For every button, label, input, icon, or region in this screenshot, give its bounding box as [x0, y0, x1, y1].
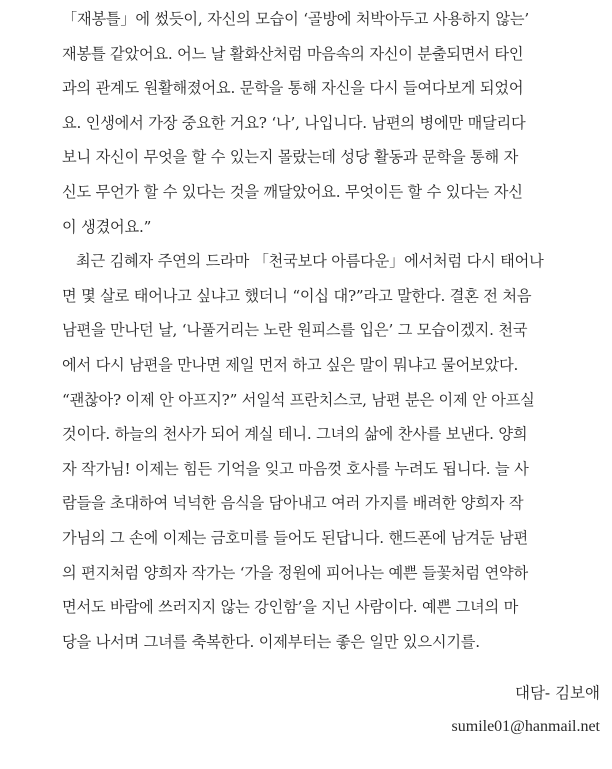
article-line: 남편을 만나던 날, ‘나풀거리는 노란 원피스를 입은’ 그 모습이겠지. 천국	[62, 321, 528, 340]
article-line: 이 생겼어요.”	[62, 217, 152, 236]
article-line: 것이다. 하늘의 천사가 되어 계실 테니. 그녀의 삶에 찬사를 보낸다. 양희	[62, 425, 528, 444]
article-line: 에서 다시 남편을 만나면 제일 먼저 하고 싶은 말이 뭐냐고 물어보았다.	[62, 355, 519, 374]
article-line: 당을 나서며 그녀를 축복한다. 이제부터는 좋은 일만 있으시기를.	[62, 632, 480, 651]
article-line: 람들을 초대하여 넉넉한 음식을 담아내고 여러 가지를 배려한 양희자 작	[62, 494, 524, 513]
article-line: 의 편지처럼 양희자 작가는 ‘가을 정원에 피어나는 예쁜 들꽃처럼 연약하	[62, 563, 528, 582]
article-body	[62, 2, 602, 659]
article-line: 면 몇 살로 태어나고 싶냐고 했더니 “이십 대?”라고 말한다. 결혼 전 처음	[62, 286, 532, 305]
article-line: 신도 무언가 할 수 있다는 것을 깨달았어요. 무엇이든 할 수 있다는 자신	[62, 182, 523, 201]
article-line: 요. 인생에서 가장 중요한 거요? ‘나’, 나입니다. 남편의 병에만 매달리다	[62, 113, 526, 132]
article-line: 가님의 그 손에 이제는 금호미를 들어도 된답니다. 핸드폰에 남겨둔 남편	[62, 528, 528, 547]
article-line: 「재봉틀」에 썼듯이, 자신의 모습이 ‘골방에 처박아두고 사용하지 않는’	[62, 10, 529, 28]
article-line: 재봉틀 같았어요. 어느 날 활화산처럼 마음속의 자신이 분출되면서 타인	[62, 44, 524, 63]
interviewer-name: 대담- 김보애	[514, 684, 600, 702]
article-line: 자 작가님! 이제는 힘든 기억을 잊고 마음껏 호사를 누려도 됩니다. 늘 사	[62, 459, 529, 478]
article-line: 과의 관계도 원활해졌어요. 문학을 통해 자신을 다시 들여다보게 되었어	[62, 79, 524, 98]
author-credit	[452, 676, 600, 744]
article-line: 면서도 바람에 쓰러지지 않는 강인함’을 지닌 사람이다. 예쁜 그녀의 마	[62, 598, 519, 617]
paragraph-start-line: 최근 김혜자 주연의 드라마 「천국보다 아름다운」에서처럼 다시 태어나	[76, 252, 544, 271]
author-email: sumile01@hanmail.net	[451, 718, 600, 735]
article-line: 보니 자신이 무엇을 할 수 있는지 몰랐는데 성당 활동과 문학을 통해 자	[62, 148, 519, 167]
article-line: “괜찮아? 이제 안 아프지?” 서일석 프란치스코, 남편 분은 이제 안 아프실	[62, 390, 535, 409]
